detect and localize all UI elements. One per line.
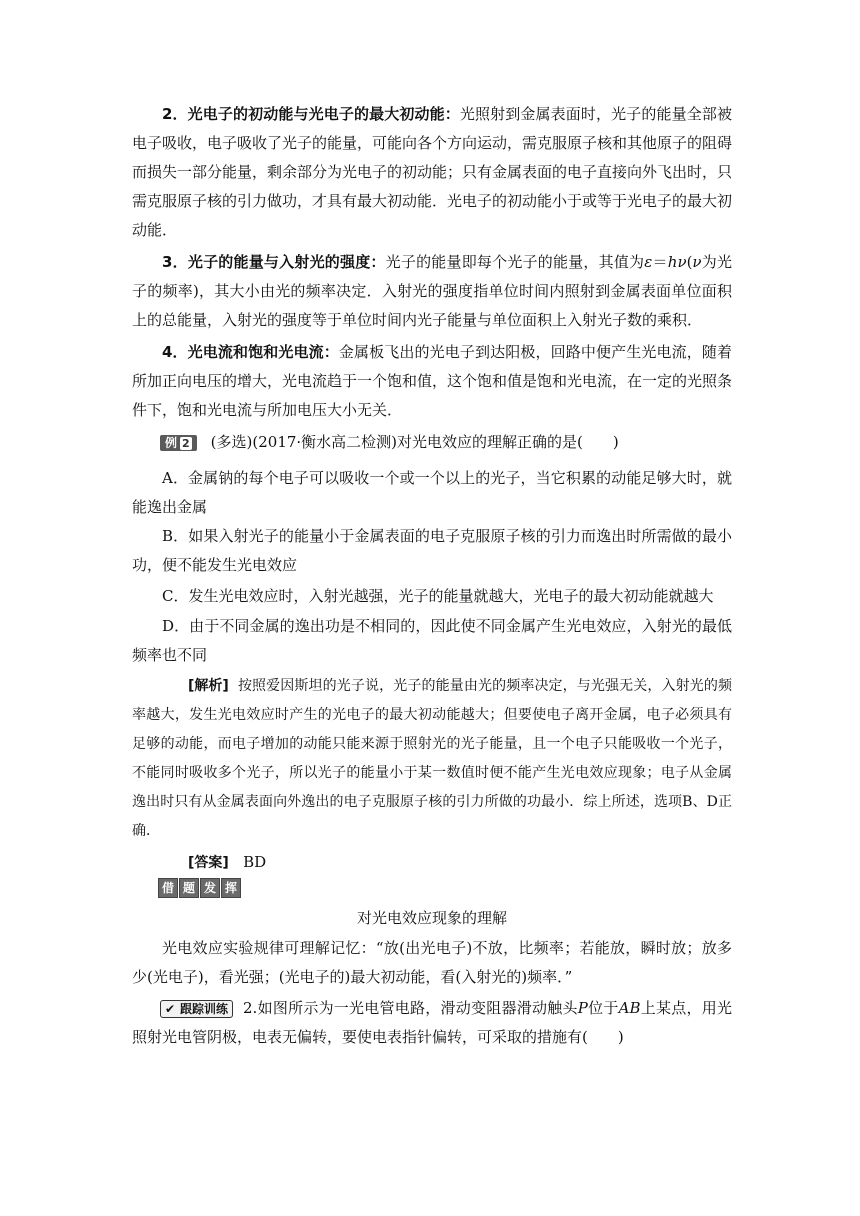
jieti-char: 借 [158, 878, 178, 898]
answer-tag: [答案] [188, 855, 229, 871]
paragraph-title: 3．光子的能量与入射光的强度： [162, 253, 386, 271]
example-badge-number: 2 [182, 437, 190, 450]
option-d: D．由于不同金属的逸出功是不相同的，因此使不同金属产生光电效应，入射光的最低频率也不同 [132, 617, 732, 664]
formula-equals: ＝ [652, 253, 668, 271]
section-title: 对光电效应现象的理解 [356, 909, 507, 927]
analysis-block [132, 672, 732, 846]
variable-p: P [577, 999, 588, 1017]
paragraph-title: 2．光电子的初动能与光电子的最大初动能： [162, 105, 460, 123]
formula-paren: ( [686, 253, 693, 271]
option-c: C．发生光电效应时，入射光越强，光子的能量就越大，光电子的最大初动能就越大 [162, 587, 714, 605]
paragraph-title: 4．光电流和饱和光电流： [162, 343, 339, 361]
example-badge [160, 435, 197, 451]
paragraph-text: 金属板飞出的光电子到达阳极，回路中便产生光电流，随着所加正向电压的增大，光电流趋于一个饱和值，这个饱和值是饱和光电流，在一定的光照条件下，饱和光电流与所加电压大小无关． [132, 343, 733, 419]
example-question: (多选)(2017·衡水高二检测)对光电效应的理解正确的是( ) [210, 433, 619, 451]
option-b: B．如果入射光子的能量小于金属表面的电子克服原子核的引力而逸出时所需做的最小功，便不能发生光电效应 [132, 527, 732, 574]
jieti-badge [158, 878, 241, 898]
analysis-tag: [解析] [188, 678, 229, 694]
variable-ab: AB [618, 999, 641, 1017]
training-badge-label: 跟踪训练 [180, 1002, 229, 1016]
formula-nu-var: ν [692, 253, 702, 271]
formula-nu: ν [677, 253, 687, 271]
formula-epsilon: ε [644, 253, 653, 271]
formula-h: h [667, 253, 678, 271]
example-stem [132, 428, 732, 457]
paragraph-photocurrent [132, 338, 732, 425]
checkmark-icon: ✔ [164, 1002, 176, 1016]
jieti-char: 挥 [221, 878, 241, 898]
training-question [132, 994, 732, 1052]
analysis-text: 按照爱因斯坦的光子说，光子的能量由光的频率决定，与光强无关，入射光的频率越大，发生光电效应时产生的光电子的最大初动能越大；但要使电子离开金属，电子必须具有足够的动能，而电子增加的动能只能来源于照射光的光子能量，且一个电子只能吸收一个光子，不能同时吸收多个光子，所以光子的能量小于某一数值时便不能产生光电效应现象；电子从金属逸出时只有从金属表面向外逸出的电子克服原子核的引力所做的功最小．综上所述，选项B、D正确． [132, 678, 732, 839]
section-text: 光电效应实验规律可理解记忆：“放(出光电子)不放，比频率；若能放，瞬时放；放多少(光电子)，看光强；(光电子的)最大初动能，看(入射光的)频率．” [132, 939, 732, 986]
example-badge-label: 例 [165, 436, 178, 450]
jieti-char: 发 [200, 878, 220, 898]
answer-value: BD [243, 853, 267, 871]
option-a: A．金属钠的每个电子可以吸收一个或一个以上的光子，当它积累的动能足够大时，就能逸出金属 [132, 469, 732, 516]
paragraph-text: 光子的能量即每个光子的能量，其值为 [385, 253, 645, 271]
training-text-b: 位于 [587, 999, 619, 1017]
training-text-c: 上某点，用光照射光电管阴极，电表无偏转，要使电表指针偏转，可采取的措施有( ) [132, 999, 732, 1046]
training-badge [160, 1000, 233, 1018]
paragraph-initial-kinetic-energy [132, 100, 732, 245]
paragraph-photon-energy [132, 248, 732, 335]
training-text: 2.如图所示为一光电管电路，滑动变阻器滑动触头 [243, 999, 578, 1017]
jieti-char: 题 [179, 878, 199, 898]
answer-line [132, 848, 732, 878]
paragraph-text: 光照射到金属表面时，光子的能量全部被电子吸收，电子吸收了光子的能量，可能向各个方向运动，需克服原子核和其他原子的阻碍而损失一部分能量，剩余部分为光电子的初动能；只有金属表面的电子直接向外飞出时，只需克服原子核的引力做功，才具有最大初动能．光电子的初动能小于或等于光电子的最大初动能． [132, 105, 733, 239]
paragraph-text-cont: 为光子的频率)，其大小由光的频率决定．入射光的强度指单位时间内照射到金属表面单位面积上的总能量，入射光的强度等于单位时间内光子能量与单位面积上入射光子数的乘积． [132, 253, 732, 329]
